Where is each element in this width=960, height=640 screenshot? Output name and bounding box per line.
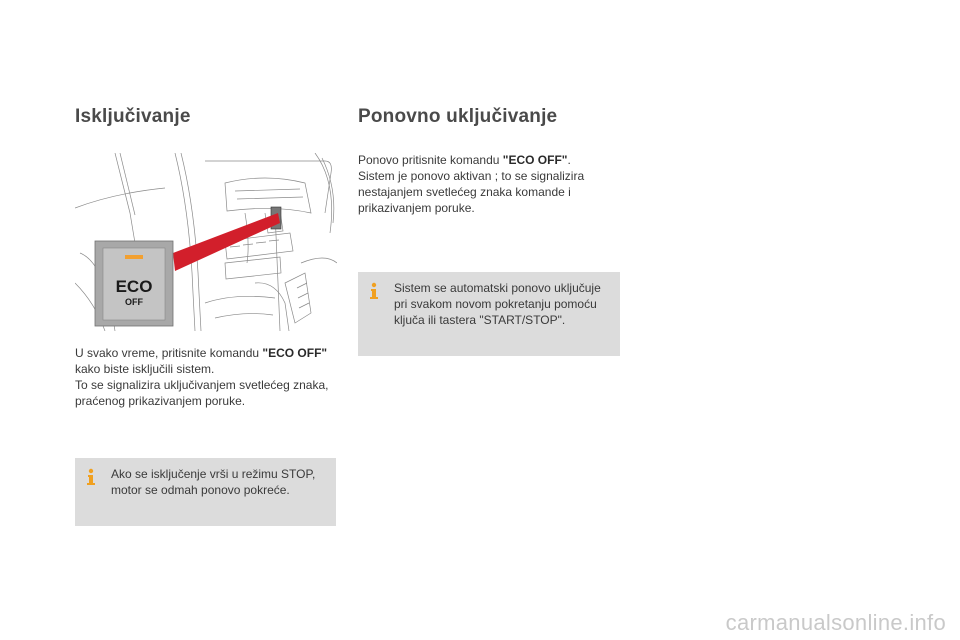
heading-switching-off: Isključivanje <box>75 106 191 127</box>
text-eco-off-bold: "ECO OFF" <box>262 346 328 360</box>
text-signal: To se signalizira uključivanjem svetlećeg znaka, praćenog prikazivanjem poruke. <box>75 378 329 408</box>
info-icon <box>366 282 382 300</box>
info-box-right <box>358 272 620 356</box>
text-disable: kako biste isključili sistem. <box>75 362 215 376</box>
text-eco-off-bold-right: "ECO OFF" <box>502 153 568 167</box>
info-text-right: Sistem se automatski ponovo uključuje pri svakom novom pokretanju pomoću ključa ili tastera "START/STOP". <box>394 281 601 327</box>
off-label: OFF <box>125 297 143 307</box>
eco-indicator-led <box>125 255 143 259</box>
text-press: U svako vreme, pritisnite komandu <box>75 346 263 360</box>
text-press-again: Ponovo pritisnite komandu <box>358 153 503 167</box>
watermark: carmanualsonline.info <box>725 610 946 635</box>
text-period: . <box>567 153 571 167</box>
eco-label: ECO <box>115 277 153 296</box>
info-icon <box>83 468 99 486</box>
paragraph-reactivation <box>358 152 608 216</box>
eco-off-button <box>95 241 173 326</box>
dashboard-illustration <box>75 153 337 331</box>
paragraph-switching-off <box>75 345 343 409</box>
heading-reactivation: Ponovno uključivanje <box>358 106 558 127</box>
text-system-active: Sistem je ponovo aktivan ; to se signalizira nestajanjem svetlećeg znaka komande i prikazivanjem poruke. <box>358 169 585 215</box>
info-text-left: Ako se isključenje vrši u režimu STOP, motor se odmah ponovo pokreće. <box>111 467 316 497</box>
info-box-left <box>75 458 336 526</box>
